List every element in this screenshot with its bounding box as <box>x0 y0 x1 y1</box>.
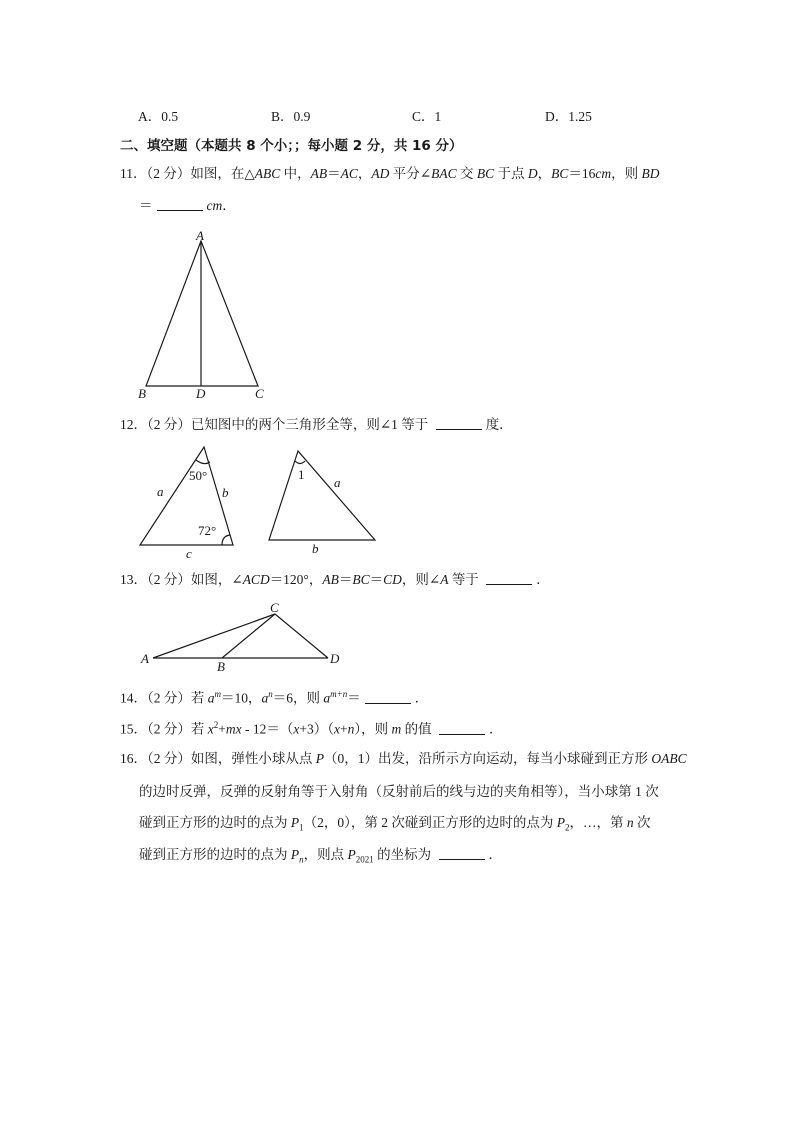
label-d-13: D <box>330 651 340 666</box>
question-11-line-1: 11．（2 分）如图，在△ABC 中，AB＝AC，AD 平分∠BAC 交 BC 于点 D，BC＝16cm，则 BD <box>120 166 660 181</box>
option-a: A．0.5 <box>138 109 179 124</box>
label-side-c-left: c <box>186 546 192 561</box>
segment-bc-13 <box>222 614 275 658</box>
figure-q12-triangles <box>140 447 375 545</box>
triangle-abc <box>146 241 258 386</box>
question-13: 13．（2 分）如图，∠ACD＝120°，AB＝BC＝CD，则∠A 等于 ． <box>120 572 550 587</box>
question-16-line-3: 碰到正方形的边时的点为 $P_1(2$，0），第 2 次碰到正方形的边时的点为 $P_2$，…，第 n 次 <box>139 815 651 833</box>
label-a-13: A <box>141 651 149 666</box>
label-a: A <box>196 228 204 243</box>
question-14: 14．（2 分）若 $a^m=10$，$a^n=6$，则 $a^{m+n}=$ ． <box>120 689 429 706</box>
label-b: B <box>138 386 146 401</box>
triangle-right <box>269 451 375 540</box>
option-c: C．1 <box>412 109 442 124</box>
label-c: C <box>255 386 264 401</box>
label-d: D <box>196 386 206 401</box>
question-15: 15．（2 分）若 $x^2+mx - 12=(x+3)(x+n)$，则 m 的值 ． <box>120 720 503 737</box>
label-72-degrees: 72° <box>198 523 217 538</box>
figure-q12-labels <box>157 467 341 561</box>
option-b: B．0.9 <box>271 109 311 124</box>
question-12: 12．（2 分）已知图中的两个三角形全等，则∠1 等于 度． <box>120 417 513 432</box>
angle-arc-72 <box>222 535 230 545</box>
triangle-left <box>140 447 233 545</box>
label-c-13: C <box>270 600 279 615</box>
question-16-line-4: 碰到正方形的边时的点为 $P_n$，则点 $P_{2021}$ 的坐标为 ． <box>139 847 502 865</box>
label-b-13: B <box>217 659 225 674</box>
question-16-line-2: 的边时反弹，反弹的反射角等于入射角（反射前后的线与边的夹角相等），当小球第 1 次 <box>139 784 659 799</box>
label-side-a-right: a <box>334 475 341 490</box>
option-d: D．1.25 <box>545 109 592 124</box>
label-side-a-left: a <box>157 484 164 499</box>
figure-q13-labels <box>140 600 340 674</box>
segment-ac-13 <box>153 614 275 658</box>
figure-q13 <box>153 614 328 658</box>
question-11-line-2: ＝ cm． <box>139 198 236 213</box>
label-side-b-left: b <box>222 485 229 500</box>
label-side-b-right: b <box>312 541 319 556</box>
label-angle-1: 1 <box>298 467 305 482</box>
segment-cd-13 <box>275 614 328 658</box>
section-title: 二、填空题（本题共 8 个小；；每小题 2 分，共 16 分） <box>120 138 463 154</box>
question-16-line-1: 16．（2 分）如图，弹性小球从点 P（0，1）出发，沿所示方向运动，每当小球碰到正方形 OABC <box>120 751 687 766</box>
figure-q11-triangle <box>146 241 258 386</box>
label-50-degrees: 50° <box>189 468 208 483</box>
angle-arc-1 <box>295 461 305 464</box>
